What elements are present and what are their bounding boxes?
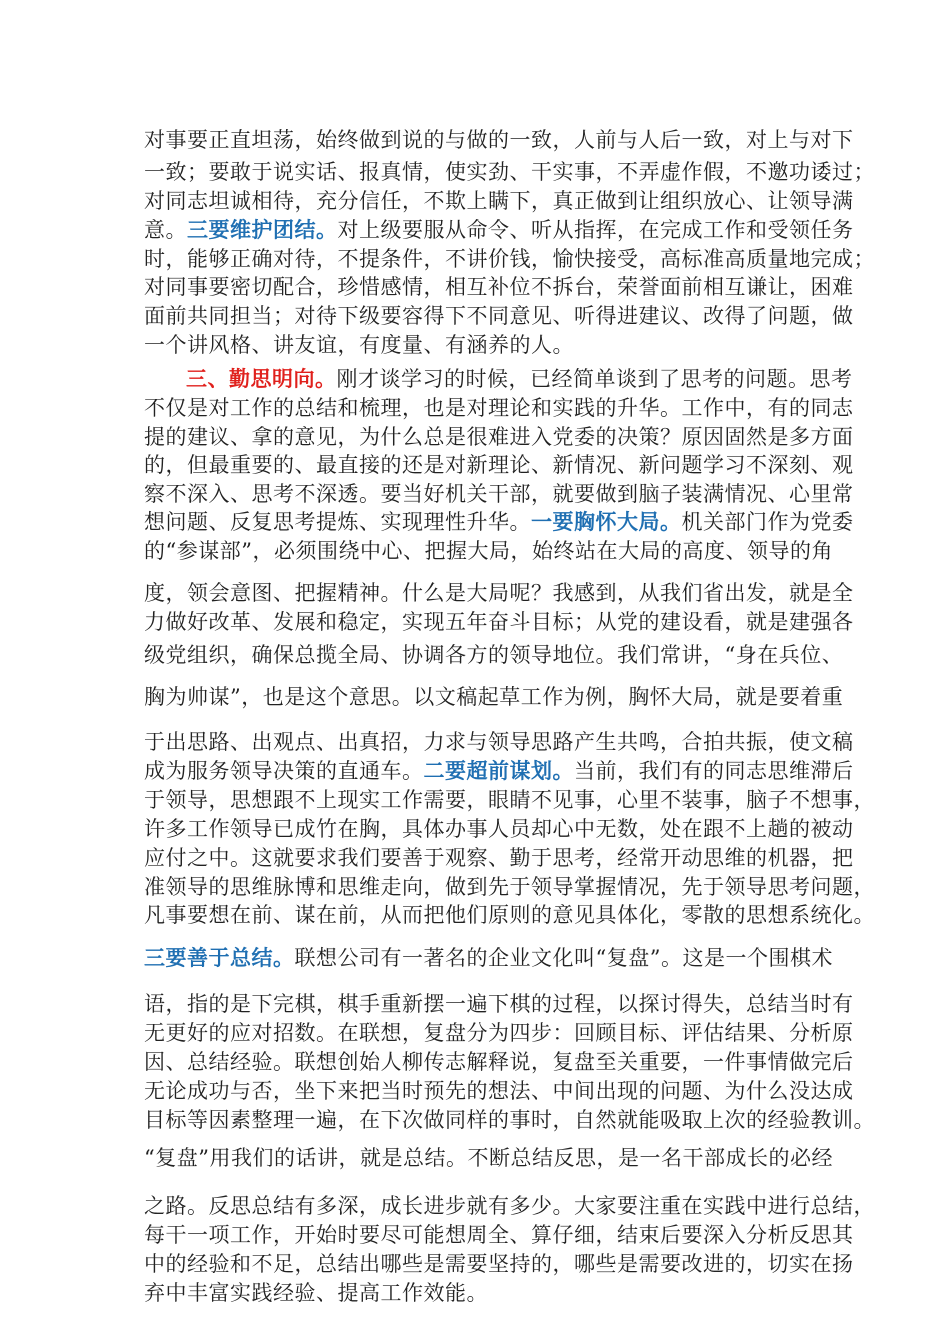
text-line xyxy=(144,331,816,359)
text-line xyxy=(144,815,854,843)
text-line xyxy=(144,873,875,901)
text-line xyxy=(144,901,875,929)
body-text: 弃中丰富实践经验、提高工作效能。 xyxy=(144,1281,488,1305)
text-line xyxy=(144,1048,854,1076)
body-text: 许多工作领导已成竹在胸，具体办事人员却心中无数，处在跟不上趟的被动 xyxy=(144,817,854,841)
body-text: 的，但最重要的、最直接的还是对新理论、新情况、新问题学习不深刻、观 xyxy=(144,453,854,477)
text-line xyxy=(144,216,854,244)
body-text: “复盘”用我们的话讲，就是总结。不断总结反思，是一名干部成长的必经 xyxy=(144,1146,833,1170)
text-line xyxy=(144,990,854,1018)
body-text: 对同事要密切配合，珍惜感情，相互补位不拆台，荣誉面前相互谦让，困难 xyxy=(144,275,854,299)
text-line xyxy=(144,1106,875,1134)
section-heading: 三、勤思明向。 xyxy=(186,366,337,391)
text-line xyxy=(144,1192,875,1220)
body-text: 察不深入、思考不深透。要当好机关干部，就要做到脑子装满情况、心里常 xyxy=(144,482,854,506)
body-text: 应付之中。这就要求我们要善于观察、勤于思考，经常开动思维的机器，把 xyxy=(144,846,854,870)
body-text: 度，领会意图、把握精神。什么是大局呢？我感到，从我们省出发，就是全 xyxy=(144,581,854,605)
text-line xyxy=(144,1077,854,1105)
text-line xyxy=(144,683,844,711)
body-text: 每干一项工作，开始时要尽可能想周全、算仔细，结束后要深入分析反思其 xyxy=(144,1223,854,1247)
body-text: 对事要正直坦荡，始终做到说的与做的一致，人前与人后一致，对上与对下 xyxy=(144,128,854,152)
body-text: 一个讲风格、讲友谊，有度量、有涵养的人。 xyxy=(144,333,574,357)
sub-point-heading: 三要维护团结。 xyxy=(187,217,338,242)
body-text: 刚才谈学习的时候，已经简单谈到了思考的问题。思考 xyxy=(336,367,853,391)
text-line xyxy=(144,579,854,607)
text-line xyxy=(144,273,854,301)
body-text: 于领导，思想跟不上现实工作需要，眼睛不见事，心里不装事，脑子不想事， xyxy=(144,788,875,812)
text-line xyxy=(144,126,854,154)
text-line xyxy=(144,245,875,273)
body-text: 之路。反思总结有多深，成长进步就有多少。大家要注重在实践中进行总结， xyxy=(144,1194,875,1218)
body-text: 面前共同担当；对待下级要容得下不同意见、听得进建议、改得了问题，做 xyxy=(144,304,854,328)
body-text: 想问题、反复思考提炼、实现理性升华。 xyxy=(144,510,531,534)
body-text: 对同志坦诚相待，充分信任，不欺上瞒下，真正做到让组织放心、让领导满 xyxy=(144,189,854,213)
body-text: 无论成功与否，坐下来把当时预先的想法、中间出现的问题、为什么没达成 xyxy=(144,1079,854,1103)
body-text: 因、总结经验。联想创始人柳传志解释说，复盘至关重要，一件事情做完后 xyxy=(144,1050,854,1074)
body-text: 目标等因素整理一遍，在下次做同样的事时，自然就能吸取上次的经验教训。 xyxy=(144,1108,875,1132)
text-line xyxy=(186,365,853,393)
body-text: 当前，我们有的同志思维滞后 xyxy=(574,759,854,783)
body-text: 语，指的是下完棋，棋手重新摆一遍下棋的过程，以探讨得失，总结当时有 xyxy=(144,992,854,1016)
text-line xyxy=(144,757,854,785)
body-text: 不仅是对工作的总结和梳理，也是对理论和实践的升华。工作中，有的同志 xyxy=(144,396,854,420)
sub-point-heading: 二要超前谋划。 xyxy=(423,758,574,783)
body-text: 无更好的应对招数。在联想，复盘分为四步：回顾目标、评估结果、分析原 xyxy=(144,1021,854,1045)
body-text: 意。 xyxy=(144,218,187,242)
text-line xyxy=(144,844,854,872)
body-text: 成为服务领导决策的直通车。 xyxy=(144,759,424,783)
body-text: 准领导的思维脉博和思维走向，做到先于领导掌握情况，先于领导思考问题， xyxy=(144,875,875,899)
body-text: 胸为帅谋”，也是这个意思。以文稿起草工作为例，胸怀大局，就是要着重 xyxy=(144,685,844,709)
text-line xyxy=(144,641,844,669)
text-line xyxy=(144,786,875,814)
body-text: 于出思路、出观点、出真招，力求与领导思路产生共鸣，合拍共振，使文稿 xyxy=(144,730,854,754)
text-line xyxy=(144,537,833,565)
text-line xyxy=(144,158,875,186)
text-line xyxy=(144,302,854,330)
text-line xyxy=(144,1019,854,1047)
body-text: 力做好改革、发展和稳定，实现五年奋斗目标；从党的建设看，就是建强各 xyxy=(144,610,854,634)
body-text: 时，能够正确对待，不提条件，不讲价钱，愉快接受，高标准高质量地完成； xyxy=(144,247,875,271)
body-text: 联想公司有一著名的企业文化叫“复盘”。这是一个围棋术 xyxy=(294,946,833,970)
body-text: 中的经验和不足，总结出哪些是需要坚持的，哪些是需要改进的，切实在扬 xyxy=(144,1252,854,1276)
body-text: 凡事要想在前、谋在前，从而把他们原则的意见具体化，零散的思想系统化。 xyxy=(144,903,875,927)
text-line xyxy=(144,944,833,972)
body-text: 一致；要敢于说实话、报真情，使实劲、干实事，不弄虚作假，不邀功诿过； xyxy=(144,160,875,184)
body-text: 的“参谋部”，必须围绕中心、把握大局，始终站在大局的高度、领导的角 xyxy=(144,539,833,563)
text-line xyxy=(144,423,854,451)
text-line xyxy=(144,728,854,756)
text-line xyxy=(144,480,854,508)
text-line xyxy=(144,1144,833,1172)
body-text: 提的建议、拿的意见，为什么总是很难进入党委的决策？原因固然是多方面 xyxy=(144,425,854,449)
body-text: 对上级要服从命令、听从指挥，在完成工作和受领任务 xyxy=(337,218,854,242)
text-line xyxy=(144,508,854,536)
body-text: 级党组织，确保总揽全局、协调各方的领导地位。我们常讲，“身在兵位、 xyxy=(144,643,844,667)
sub-point-heading: 一要胸怀大局。 xyxy=(531,509,682,534)
text-line xyxy=(144,1250,854,1278)
text-line xyxy=(144,1279,816,1307)
text-line xyxy=(144,1221,854,1249)
sub-point-heading: 三要善于总结。 xyxy=(144,945,295,970)
text-line xyxy=(144,394,854,422)
body-text: 机关部门作为党委 xyxy=(681,510,854,534)
text-line xyxy=(144,187,854,215)
text-line xyxy=(144,451,854,479)
text-line xyxy=(144,608,854,636)
